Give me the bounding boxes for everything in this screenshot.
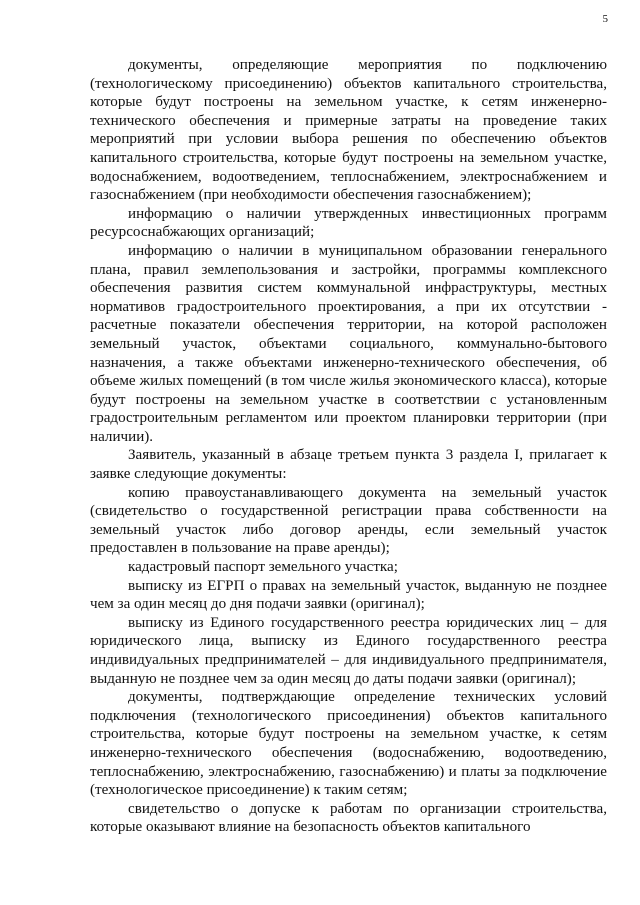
paragraph-title-document-copy: копию правоустанавливающего документа на земельный участок (свидетельство о государственной регистрации права собственности на земельный участок либо договор аренды, если земельный участок предоставлен в пользование на праве аренды); xyxy=(90,484,607,557)
paragraph-construction-permit: свидетельство о допуске к работам по организации строительства, которые оказывают влияние на безопасность объектов капитального xyxy=(90,800,607,836)
paragraph-general-plan-info: информацию о наличии в муниципальном образовании генерального плана, правил землепользования и застройки, программы комплексного обеспечения развития систем коммунальной инфраструктуры, местных нормативов градостроительного проектирования, а при их отсутствии - расчетные показатели обеспечения территории, на которой расположен земельный участок, объектами социального, коммунально-бытового назначения, а также объектами инженерно-технического обеспечения, об объеме жилых помещений (в том числе жилья экономического класса), которые будут построены на земельном участке в соответствии с установленным градостроительным регламентом или проектом планировки территории (при наличии). xyxy=(90,242,607,445)
paragraph-applicant-attachments: Заявитель, указанный в абзаце третьем пункта 3 раздела I, прилагает к заявке следующие документы: xyxy=(90,447,607,483)
paragraph-cadastral-passport: кадастровый паспорт земельного участка; xyxy=(128,559,398,576)
paragraph-technical-conditions: документы, подтверждающие определение технических условий подключения (технологического присоединения) объектов капитального строительства, которые будут построены на земельном участке, к сетям инженерно-технического обеспечения (водоснабжению, водоотведению, теплоснабжению, электроснабжению, газоснабжению) и платы за подключение (технологическое присоединение) к таким сетям; xyxy=(90,689,607,799)
document-body xyxy=(90,56,607,837)
page-number: 5 xyxy=(602,13,608,25)
paragraph-egrp-extract: выписку из ЕГРП о правах на земельный участок, выданную не позднее чем за один месяц до дня подачи заявки (оригинал); xyxy=(90,577,607,613)
paragraph-registry-extract: выписку из Единого государственного реестра юридических лиц – для юридического лица, выписку из Единого государственного реестра индивидуальных предпринимателей – для индивидуального предпринимателя, выданную не позднее чем за один месяц до даты подачи заявки (оригинал); xyxy=(90,614,607,687)
paragraph-investment-programs: информацию о наличии утвержденных инвестиционных программ ресурсоснабжающих организаций; xyxy=(90,205,607,241)
paragraph-engineering-documents: документы, определяющие мероприятия по подключению (технологическому присоединению) объектов капитального строительства, которые будут построены на земельном участке, к сетям инженерно-технического обеспечения и примерные затраты на проведение таких мероприятий при условии выбора решения по обеспечению объектов капитального строительства, которые будут построены на земельном участке, водоснабжением, водоотведением, теплоснабжением, электроснабжением и газоснабжением (при необходимости обеспечения газоснабжением); xyxy=(90,57,607,204)
